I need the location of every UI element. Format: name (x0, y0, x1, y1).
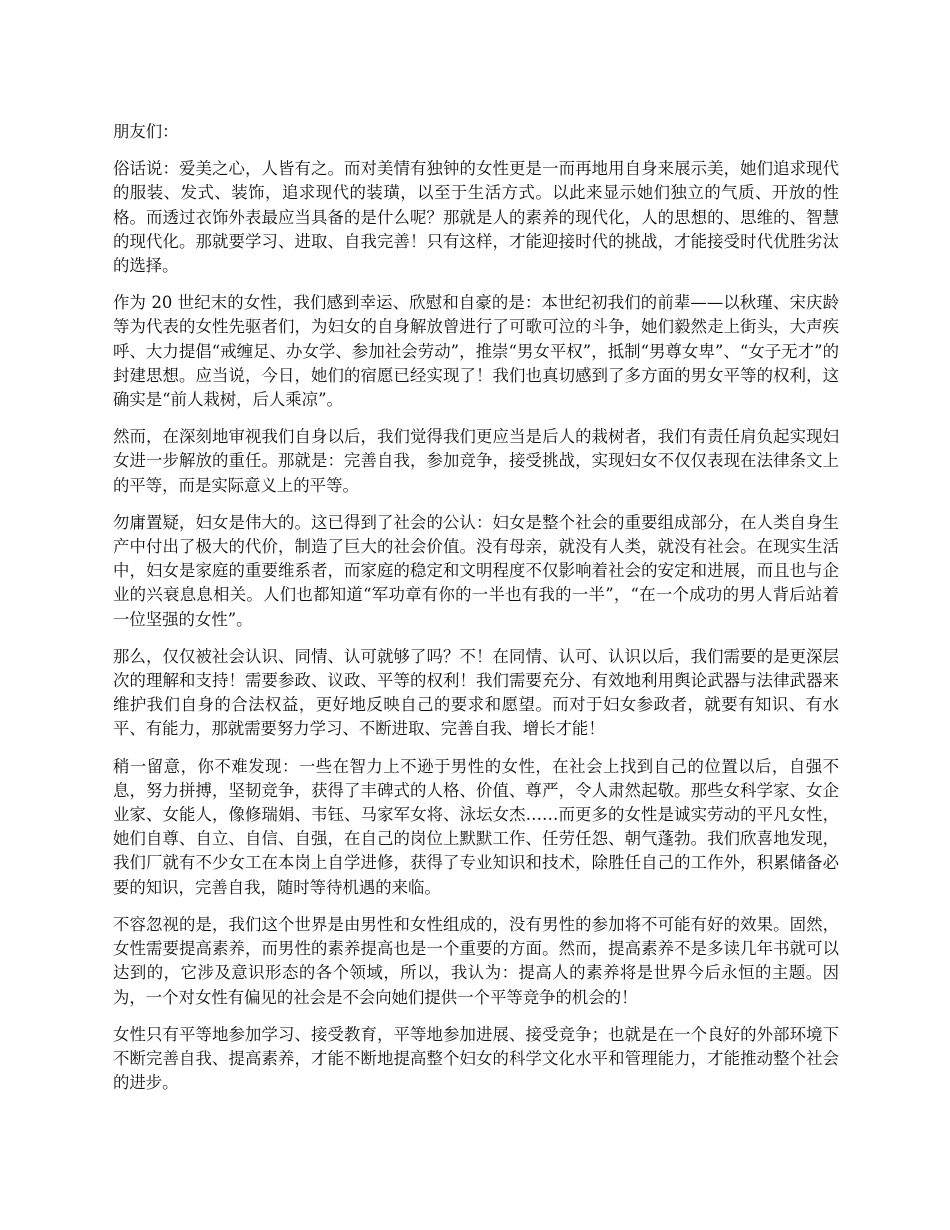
paragraph-3: 然而，在深刻地审视我们自身以后，我们觉得我们更应当是后人的栽树者，我们有责任肩负起实现妇女进一步解放的重任。那就是：完善自我，参加竞争，接受挑战，实现妇女不仅仅表现在法律条文上的平等，而是实际意义上的平等。 (113, 427, 839, 495)
paragraph-5: 那么，仅仅被社会认识、同情、认可就够了吗？不！在同情、认可、认识以后，我们需要的是更深层次的理解和支持！需要参政、议政、平等的权利！我们需要充分、有效地利用舆论武器与法律武器来维护我们自身的合法权益，更好地反映自己的要求和愿望。而对于妇女参政者，就要有知识、有水平、有能力，那就需要努力学习、不断进取、完善自我、增长才能！ (113, 646, 839, 739)
document-body (113, 120, 839, 1108)
paragraph-7: 不容忽视的是，我们这个世界是由男性和女性组成的，没有男性的参加将不可能有好的效果。固然，女性需要提高素养，而男性的素养提高也是一个重要的方面。然而，提高素养不是多读几年书就可以达到的，它涉及意识形态的各个领域，所以，我认为：提高人的素养将是世界今后永恒的主题。因为，一个对女性有偏见的社会是不会向她们提供一个平等竞争的机会的！ (113, 914, 839, 1007)
paragraph-2: 作为 20 世纪末的女性，我们感到幸运、欣慰和自豪的是：本世纪初我们的前辈——以秋瑾、宋庆龄等为代表的女性先驱者们，为妇女的自身解放曾进行了可歌可泣的斗争，她们毅然走上街头，大声疾呼、大力提倡“戒缠足、办女学、参加社会劳动”，推崇“男女平权”，抵制“男尊女卑”、“女子无才”的封建思想。应当说，今日，她们的宿愿已经实现了！我们也真切感到了多方面的男女平等的权利，这确实是“前人栽树，后人乘凉”。 (113, 293, 839, 410)
paragraph-8: 女性只有平等地参加学习、接受教育，平等地参加进展、接受竞争；也就是在一个良好的外部环境下不断完善自我、提高素养，才能不断地提高整个妇女的科学文化水平和管理能力，才能推动整个社会的进步。 (113, 1024, 839, 1093)
paragraph-6: 稍一留意，你不难发现：一些在智力上不逊于男性的女性，在社会上找到自己的位置以后，自强不息，努力拼搏，坚韧竞争，获得了丰碑式的人格、价值、尊严，令人肃然起敬。那些女科学家、女企业家、女能人，像修瑞娟、韦钰、马家军女将、泳坛女杰……而更多的女性是诚实劳动的平凡女性，她们自尊、自立、自信、自强，在自己的岗位上默默工作、任劳任怨、朝气蓬勃。我们欣喜地发现，我们厂就有不少女工在本岗上自学进修，获得了专业知识和技术，除胜任自己的工作外，积累储备必要的知识，完善自我，随时等待机遇的来临。 (113, 756, 839, 897)
salutation: 朋友们： (113, 122, 179, 141)
paragraph-1: 俗话说：爱美之心，人皆有之。而对美情有独钟的女性更是一而再地用自身来展示美，她们追求现代的服装、发式、装饰，追求现代的装璜，以至于生活方式。以此来显示她们独立的气质、开放的性格。而透过衣饰外表最应当具备的是什么呢？那就是人的素养的现代化，人的思想的、思维的、智慧的现代化。那就要学习、进取、自我完善！只有这样，才能迎接时代的挑战，才能接受时代优胜劣汰的选择。 (113, 159, 839, 276)
paragraph-4: 勿庸置疑，妇女是伟大的。这已得到了社会的公认：妇女是整个社会的重要组成部分，在人类自身生产中付出了极大的代价，制造了巨大的社会价值。没有母亲，就没有人类，就没有社会。在现实生活中，妇女是家庭的重要维系者，而家庭的稳定和文明程度不仅影响着社会的安定和进展，而且也与企业的兴衰息息相关。人们也都知道“军功章有你的一半也有我的一半”，“在一个成功的男人背后站着一位坚强的女性”。 (113, 512, 839, 629)
